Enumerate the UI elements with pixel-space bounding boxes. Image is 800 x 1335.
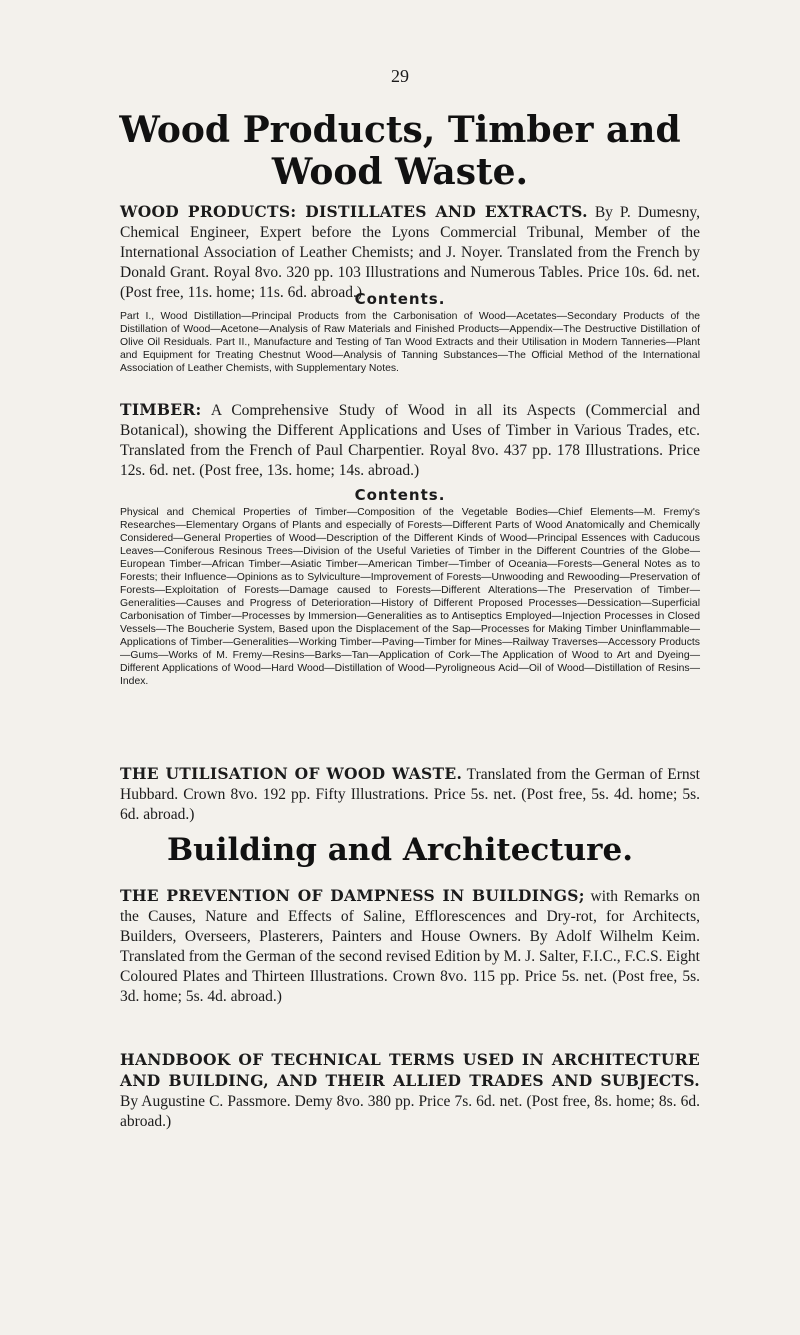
contents-wood-products: Part I., Wood Distillation—Principal Products from the Carbonisation of Wood—Acetates—Secondary Products of the Distillation of Wood—Acetone—Analysis of Raw Materials and Finished Products—Appendix—The Destructive Distillation of Olive Oil Residuals. Part II., Manufacture and Testing of Tan Wood Extracts and their Utilisation in Modern Tanneries—Plant and Equipment for Treating Chestnut Wood—Analysis of Tanning Substances—The Official Method of the International Association of Leather Chemists, with Supplementary Notes.: [120, 311, 700, 374]
entry-description: with Remarks on the Causes, Nature and Effects of Saline, Efflorescences and Dry-rot, for Architects, Builders, Overseers, Plasterers, Painters and House Owners. By Adolf Wilhelm Keim. Translated from the German of the second revised Edition by M. J. Salter, F.I.C., F.C.S. Eight Coloured Plates and Thirteen Illustrations. Crown 8vo. 115 pp. Price 5s. net. (Post free, 5s. 3d. home; 5s. 4d. abroad.): [120, 888, 701, 1005]
entry-heading: TIMBER:: [120, 400, 202, 419]
entry-heading: HANDBOOK OF TECHNICAL TERMS USED IN ARCHITECTURE AND BUILDING, AND THEIR ALLIED TRADES AND SUBJECTS.: [120, 1050, 700, 1090]
entry-description: By P. Dumesny, Chemical Engineer, Expert before the Lyons Commercial Tribunal, Member of the International Association of Leather Chemists; and J. Noyer. Translated from the French by Donald Grant. Royal 8vo. 320 pp. 103 Illustrations and Numerous Tables. Price 10s. 6d. net. (Post free, 11s. home; 11s. 6d. abroad.): [120, 204, 700, 301]
section-title-building: Building and Architecture.: [166, 832, 634, 868]
contents-timber: Physical and Chemical Properties of Timber—Composition of the Vegetable Bodies—Chief Elements—M. Fremy's Researches—Elementary Organs of Plants and especially of Forests—Different Parts of Wood Anatomically and Chemically Considered—General Properties of Wood—Description of the Different Kinds of Wood—Principal Essences with Caducous Leaves—Coniferous Resinous Trees—Division of the Useful Varieties of Timber in the Different Countries of the Globe—European Timber—African Timber—Asiatic Timber—American Timber—Timber of Oceania—Forests—General Notes as to Forests; their Influence—Opinions as to Sylviculture—Improvement of Forests—Unwooding and Rewooding—Preservation of Forests—Exploitation of Forests—Damage caused to Forests—Different Alterations—The Preservation of Timber—Generalities—Causes and Progress of Deterioration—History of Different Proposed Processes—Dessication—Superficial Carbonisation of Timber—Processes by Immersion—Generalities as to Antiseptics Employed—Injection Processes in Closed Vessels—The Boucherie System, Based upon the Displacement of the Sap—Processes for Making Timber Uninflammable—Applications of Timber—Generalities—Working Timber—Paving—Timber for Mines—Railway Traverses—Accessory Products—Gums—Works of M. Fremy—Resins—Barks—Tan—Application of Cork—The Application of Wood to Art and Dyeing—Different Applications of Wood—Hard Wood—Distillation of Wood—Pyroligneous Acid—Oil of Wood—Distillation of Resins—Index.: [120, 507, 700, 687]
contents-label: Contents.: [354, 486, 446, 504]
section-title-wood-line2: Wood Waste.: [271, 151, 529, 193]
contents-label: Contents.: [354, 290, 446, 308]
entry-heading: WOOD PRODUCTS: DISTILLATES AND EXTRACTS.: [120, 202, 588, 221]
page-number: 29: [391, 66, 409, 86]
entry-description: By Augustine C. Passmore. Demy 8vo. 380 pp. Price 7s. 6d. net. (Post free, 8s. home; 8s. 6d. abroad.): [120, 1093, 700, 1130]
entry-wood-waste: [120, 764, 700, 825]
entry-handbook: [120, 1050, 700, 1132]
entry-heading: THE PREVENTION OF DAMPNESS IN BUILDINGS;: [120, 886, 585, 905]
entry-description: Translated from the German of Ernst Hubbard. Crown 8vo. 192 pp. Fifty Illustrations. Price 5s. net. (Post free, 5s. 4d. home; 5s. 6d. abroad.): [120, 766, 700, 823]
entry-dampness: [120, 886, 700, 1007]
section-title-wood-line1: Wood Products, Timber and: [119, 109, 681, 151]
entry-timber: [120, 400, 700, 481]
entry-description: A Comprehensive Study of Wood in all its Aspects (Commercial and Botanical), showing the Different Applications and Uses of Timber in Various Trades, etc. Translated from the French of Paul Charpentier. Royal 8vo. 437 pp. 178 Illustrations. Price 12s. 6d. net. (Post free, 13s. home; 14s. abroad.): [120, 402, 700, 479]
entry-heading: THE UTILISATION OF WOOD WASTE.: [120, 764, 463, 783]
entry-wood-products: [120, 202, 700, 303]
